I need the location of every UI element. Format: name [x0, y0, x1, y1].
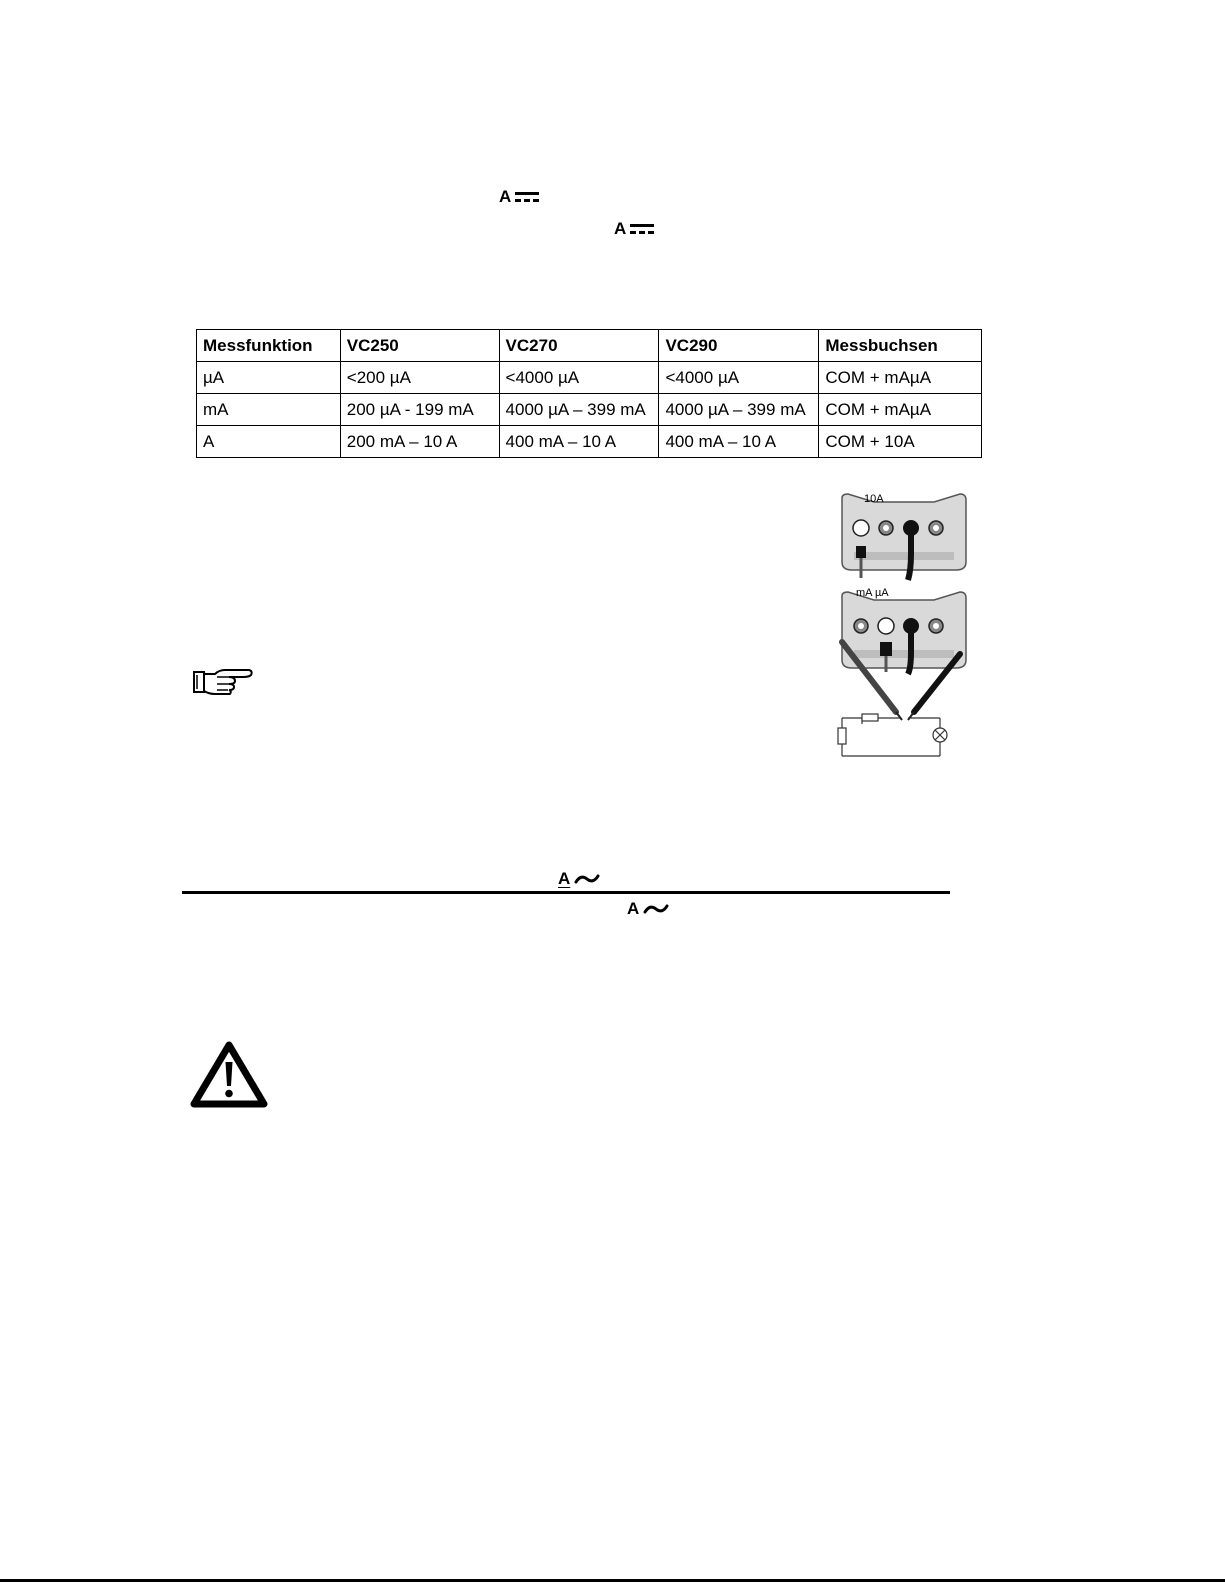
page-bottom-rule: [0, 1579, 1225, 1582]
table-cell: µA: [197, 362, 341, 394]
ac-current-symbol: [558, 870, 600, 887]
socket-panel-10a: [842, 493, 966, 580]
dc-current-icon: [630, 223, 654, 235]
header-cell: VC270: [499, 330, 659, 362]
ac-current-letter: A: [627, 899, 640, 918]
table-cell: <4000 µA: [659, 362, 819, 394]
dc-current-letter: A: [499, 187, 512, 206]
table-row: [197, 362, 982, 394]
table-cell: 400 mA – 10 A: [499, 426, 659, 458]
dc-current-symbol: [614, 220, 654, 237]
dc-current-icon: [515, 191, 539, 203]
pointing-hand-icon: [193, 666, 253, 696]
table-cell: COM + mAµA: [819, 394, 982, 426]
header-cell: VC290: [659, 330, 819, 362]
table-cell: 200 µA - 199 mA: [340, 394, 499, 426]
warning-triangle-icon: [190, 1040, 268, 1108]
table-cell: COM + 10A: [819, 426, 982, 458]
socket-panel-ma-ua: [842, 587, 966, 674]
ac-current-icon: [574, 872, 600, 886]
ac-current-symbol: [627, 900, 669, 917]
table-cell: 4000 µA – 399 mA: [659, 394, 819, 426]
socket-label-ma-ua: mA µA: [856, 587, 889, 599]
table-header-row: [197, 330, 982, 362]
table-cell: <4000 µA: [499, 362, 659, 394]
table-cell: 200 mA – 10 A: [340, 426, 499, 458]
table-cell: COM + mAµA: [819, 362, 982, 394]
header-cell: VC250: [340, 330, 499, 362]
test-circuit: [838, 714, 947, 756]
table-cell: A: [197, 426, 341, 458]
table-cell: <200 µA: [340, 362, 499, 394]
table-row: [197, 394, 982, 426]
measurement-range-table: [196, 329, 982, 458]
section-divider-line: [182, 891, 950, 894]
socket-label-10a: 10A: [864, 493, 884, 505]
ac-current-letter: A: [558, 869, 571, 888]
ac-current-icon: [643, 902, 669, 916]
header-cell: Messfunktion: [197, 330, 341, 362]
table-row: [197, 426, 982, 458]
header-cell: Messbuchsen: [819, 330, 982, 362]
table-cell: 4000 µA – 399 mA: [499, 394, 659, 426]
multimeter-connection-figure: [834, 490, 974, 770]
table-cell: 400 mA – 10 A: [659, 426, 819, 458]
table-cell: mA: [197, 394, 341, 426]
dc-current-letter: A: [614, 219, 627, 238]
dc-current-symbol: [499, 188, 539, 205]
